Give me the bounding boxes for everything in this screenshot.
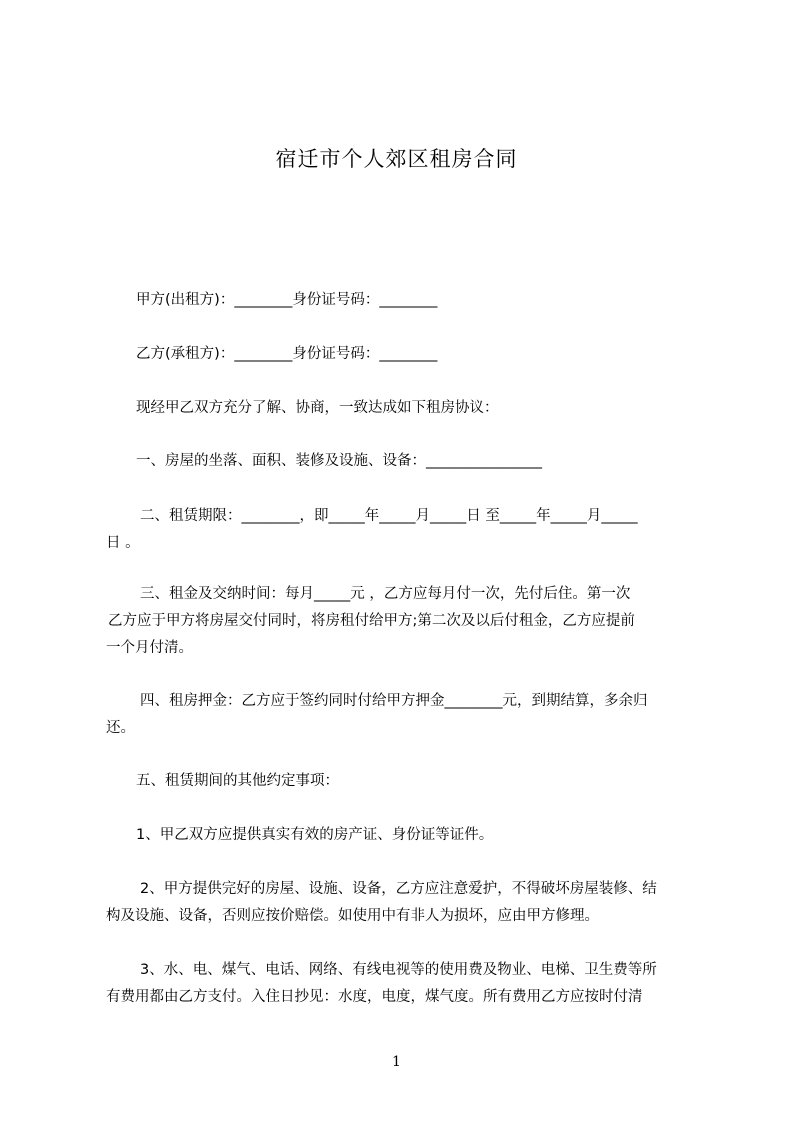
item-2-line-2: 构及设施、设备，否则应按价赔偿。如使用中有非人为损坏，应由甲方修理。 [106,908,599,924]
clause-4-line-1: 四、租房押金：乙方应于签约同时付给甲方押金________元，到期结算，多余归 [140,693,648,709]
item-3-line-1: 3、水、电、煤气、电话、网络、有线电视等的使用费及物业、电梯、卫生费等所 [140,962,657,978]
clause-2-line-1: 二、租赁期限：________，即_____年_____月_____日 至_____年_____月_____ [140,508,638,524]
document-title: 宿迁市个人郊区租房合同 [275,147,518,171]
item-2-line-1: 2、甲方提供完好的房屋、设施、设备，乙方应注意爱护，不得破坏房屋装修、结 [140,881,657,897]
party-a-line: 甲方(出租方)：________身份证号码：________ [136,292,438,308]
clause-3-line-2: 乙方应于甲方将房屋交付同时，将房租付给甲方;第二次及以后付租金，乙方应提前 [108,613,635,629]
clause-3-line-3: 一个月付清。 [106,640,193,656]
clause-2-line-2: 日 。 [106,535,140,551]
page-number: 1 [392,1054,401,1070]
clause-4-line-2: 还。 [106,720,135,736]
clause-1-line: 一、房屋的坐落、面积、装修及设施、设备：________________ [136,453,542,469]
clause-3-line-1: 三、租金及交纳时间：每月_____元 ，乙方应每月付一次，先付后住。第一次 [140,586,631,602]
clause-5-heading: 五、租赁期间的其他约定事项： [136,773,339,789]
item-3-line-2: 有费用都由乙方支付。入住日抄见：水度，电度，煤气度。所有费用乙方应按时付清 [106,989,643,1005]
party-b-line: 乙方(承租方)：________身份证号码：________ [136,346,438,362]
intro-line: 现经甲乙双方充分了解、协商，一致达成如下租房协议： [136,400,499,416]
item-1-line: 1、甲乙双方应提供真实有效的房产证、身份证等证件。 [136,827,494,843]
